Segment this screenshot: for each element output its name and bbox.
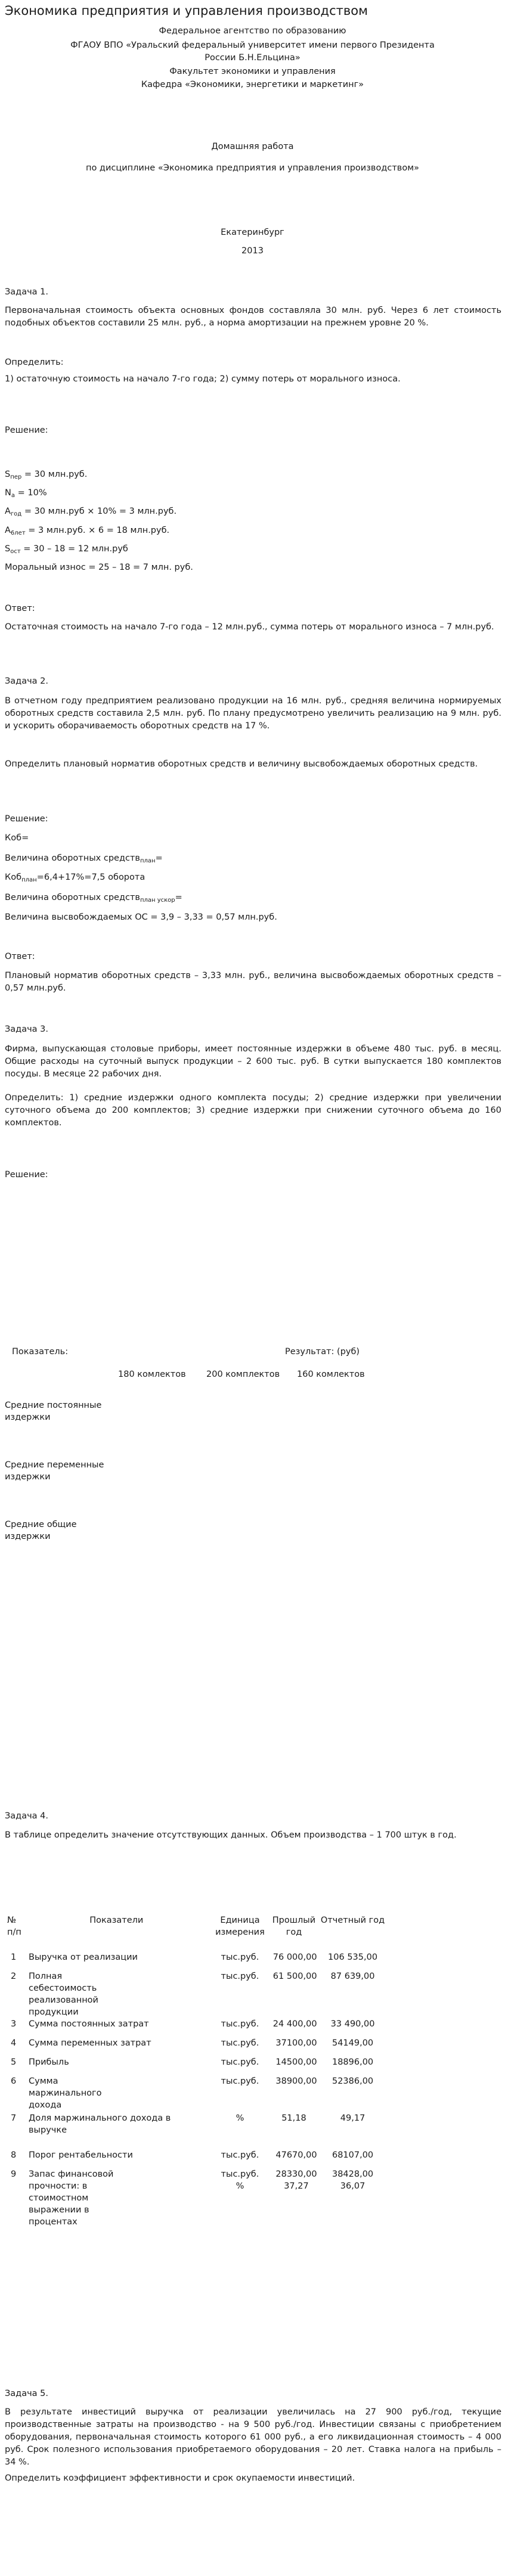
department-line: Кафедра «Экономики, энергетики и маркетинг» — [141, 80, 364, 89]
task3-row-total: Средние общие издержки — [5, 1520, 77, 1541]
task4-row-report: 18896,00 — [331, 2057, 374, 2067]
task3-col-result: Результат: (руб) — [285, 1347, 360, 1357]
task4-row-num: 2 — [11, 1972, 17, 1981]
task1-heading: Задача 1. — [5, 287, 48, 297]
task1-step-2: $N_а = 10\%$ — [5, 488, 47, 499]
task4-row-prev: 28330,00 37,27 — [275, 2170, 317, 2191]
year: 2013 — [241, 246, 264, 256]
task4-row-report: 54149,00 — [331, 2038, 374, 2048]
task2-step-5: Величина высвобождаемых ОС = 3,9 – 3,33 = 0,57 млн.руб. — [5, 913, 277, 922]
task4-row-unit: % — [236, 2113, 244, 2123]
task4-row-report: 87 639,00 — [330, 1972, 375, 1981]
task4-row-report: 52386,00 — [331, 2077, 374, 2086]
task3-solution-heading: Решение: — [5, 1170, 48, 1180]
task3-heading: Задача 3. — [5, 1025, 48, 1034]
task1-step-5: $S_{ост} = 30 - 18 = 12$ млн.руб — [5, 544, 128, 555]
task4-row-prev: 47670,00 — [275, 2150, 317, 2160]
task4-row-name: Сумма переменных затрат — [29, 2038, 151, 2048]
task4-row-unit: тыс.руб. % — [221, 2170, 259, 2191]
task4-row-num: 6 — [11, 2077, 17, 2086]
task4-row-unit: тыс.руб. — [221, 2057, 259, 2067]
task4-heading: Задача 4. — [5, 1811, 48, 1821]
task4-row-report: 49,17 — [340, 2113, 365, 2123]
task4-row-unit: тыс.руб. — [221, 2019, 259, 2029]
task2-answer: Плановый норматив оборотных средств – 3,33 млн. руб., величина высвобождаемых оборотных средств – 0,57 млн.руб. — [5, 971, 501, 993]
task1-step-3: $A_{год} = 30$ млн.руб × 10% = 3 млн.руб. — [5, 507, 177, 517]
task4-row-num: 8 — [11, 2150, 17, 2160]
task5-heading: Задача 5. — [5, 2389, 48, 2398]
task4-row-name: Выручка от реализации — [29, 1953, 138, 1962]
task4-row-prev: 14500,00 — [275, 2057, 317, 2067]
task4-row-unit: тыс.руб. — [221, 2150, 259, 2160]
task5-define: Определить коэффициент эффективности и срок окупаемости инвестиций. — [5, 2473, 355, 2483]
task5-text: В результате инвестиций выручка от реализации увеличилась на 27 900 руб./год, текущие производственные затраты на производство - на 9 500 руб./год. Инвестиции связаны с приобретением оборудования, первоначальная стоимость которого 61 000 руб., а его ликвидационная стоимость – 4 000 руб. Срок полезного использования приобретаемого оборудования – 20 лет. Ставка налога на прибыль – 34 %. — [5, 2407, 501, 2467]
task1-text: Первоначальная стоимость объекта основных фондов составляла 30 млн. руб. Через 6 лет стоимость подобных объектов составили 25 млн. руб., а норма амортизации на прежнем уровне 20 %. — [5, 306, 501, 328]
task4-row-prev: 61 500,00 — [272, 1972, 317, 1981]
task4-row-num: 4 — [11, 2038, 17, 2048]
task4-row-report: 33 490,00 — [330, 2019, 375, 2029]
task1-answer: Остаточная стоимость на начало 7-го года – 12 млн.руб., сумма потерь от морального износа – 7 млн.руб. — [5, 622, 494, 632]
university-line: ФГАОУ ВПО «Уральский федеральный университет имени первого Президента — [70, 41, 435, 50]
work-type: Домашняя работа — [211, 142, 294, 151]
task4-text: В таблице определить значение отсутствующих данных. Объем производства – 1 700 штук в год. — [5, 1830, 457, 1840]
task4-row-report: 38428,00 36,07 — [331, 2170, 374, 2191]
task4-head-report: Отчетный год — [320, 1916, 385, 1925]
task4-head-prev: Прошлый год — [272, 1916, 316, 1937]
task3-col-160: 160 комлектов — [297, 1370, 365, 1379]
task1-solution-heading: Решение: — [5, 426, 48, 435]
task4-table — [5, 1914, 389, 2228]
task3-col-200: 200 комплектов — [206, 1370, 280, 1379]
city: Екатеринбург — [221, 228, 284, 237]
discipline: по дисциплине «Экономика предприятия и управления производством» — [85, 163, 420, 173]
task2-text: В отчетном году предприятием реализовано продукции на 16 млн. руб., средняя величина нормируемых оборотных средств составила 2,5 млн. руб. По плану предусмотрено увеличить реализацию на 9 млн. руб. и ускорить оборачиваемость оборотных средств на 17 %. — [5, 696, 501, 731]
task4-row-prev: 24 400,00 — [272, 2019, 317, 2029]
task4-row-name: Порог рентабельности — [29, 2150, 133, 2160]
task4-row-name: Доля маржинального дохода в выручке — [29, 2113, 171, 2135]
task2-define: Определить плановый норматив оборотных средств и величину высвобождаемых оборотных средств. — [5, 759, 478, 769]
faculty-line: Факультет экономики и управления — [169, 67, 336, 76]
task2-solution-heading: Решение: — [5, 814, 48, 824]
task2-step-3: Коб$_{план}$=6,4+17%=7,5 оборота — [5, 873, 145, 883]
task4-row-num: 9 — [11, 2170, 17, 2179]
task1-step-6: Моральный износ = 25 – 18 = 7 млн. руб. — [5, 563, 193, 572]
task4-head-indicator: Показатели — [89, 1916, 144, 1925]
task4-row-unit: тыс.руб. — [221, 2038, 259, 2048]
task4-row-name: Запас финансовой прочности: в стоимостном выражении в процентах — [29, 2170, 114, 2227]
task4-row-num: 3 — [11, 2019, 17, 2029]
task4-head-unit: Единица измерения — [215, 1916, 265, 1937]
task4-head-num: № п/п — [7, 1916, 21, 1937]
task4-row-num: 7 — [11, 2113, 17, 2123]
task3-row-fixed: Средние постоянные издержки — [5, 1401, 102, 1422]
task2-step-4: Величина оборотных средств$_{план ускор}$= — [5, 893, 182, 904]
task4-row-report: 68107,00 — [331, 2150, 374, 2160]
task3-table — [5, 1346, 365, 1566]
task2-step-1: Коб= — [5, 833, 29, 843]
task4-row-name: Прибыль — [29, 2057, 69, 2067]
task4-row-prev: 76 000,00 — [272, 1953, 317, 1962]
task1-define: Определить: — [5, 358, 64, 367]
task4-row-unit: тыс.руб. — [221, 2077, 259, 2086]
task2-heading: Задача 2. — [5, 676, 48, 686]
task3-define: Определить: 1) средние издержки одного комплекта посуды; 2) средние издержки при увеличении суточного объема до 200 комплектов; 3) средние издержки при снижении суточного объема до 160 комплектов. — [5, 1093, 501, 1128]
task3-text: Фирма, выпускающая столовые приборы, имеет постоянные издержки в объеме 480 тыс. руб. в месяц. Общие расходы на суточный выпуск продукции – 2 600 тыс. руб. В сутки выпускается 180 комплектов посуды. В месяце 22 рабочих дня. — [5, 1044, 501, 1079]
task4-row-prev: 37100,00 — [275, 2038, 317, 2048]
task4-row-name: Сумма маржинального дохода — [29, 2077, 102, 2110]
task4-row-report: 106 535,00 — [328, 1953, 378, 1962]
task4-row-unit: тыс.руб. — [221, 1953, 259, 1962]
task1-step-4: $A_{6лет} = 3$ млн.руб. × 6 = 18 млн.руб. — [5, 526, 170, 536]
task2-step-2: Величина оборотных средств$_{план}$= — [5, 854, 163, 864]
task3-col-180: 180 комлектов — [118, 1370, 186, 1379]
task4-row-unit: тыс.руб. — [221, 1972, 259, 1981]
task1-step-1: $S_{пер} = 30$ млн.руб. — [5, 470, 88, 480]
task4-row-prev: 51,18 — [281, 2113, 306, 2123]
document-title: Экономика предприятия и управления производством — [5, 4, 368, 18]
task2-answer-heading: Ответ: — [5, 952, 35, 961]
task1-answer-heading: Ответ: — [5, 604, 35, 613]
university-line-2: России Б.Н.Ельцина» — [205, 53, 300, 63]
task3-col-indicator: Показатель: — [12, 1347, 69, 1357]
task4-row-num: 1 — [11, 1953, 17, 1962]
task1-questions: 1) остаточную стоимость на начало 7-го года; 2) сумму потерь от морального износа. — [5, 374, 401, 384]
agency-line: Федеральное агентство по образованию — [159, 26, 346, 36]
task4-row-num: 5 — [11, 2057, 17, 2067]
task4-row-prev: 38900,00 — [275, 2077, 317, 2086]
task4-row-name: Сумма постоянных затрат — [29, 2019, 149, 2029]
task3-row-variable: Средние переменные издержки — [5, 1460, 104, 1482]
task4-row-name: Полная себестоимость реализованной продукции — [29, 1972, 98, 2017]
